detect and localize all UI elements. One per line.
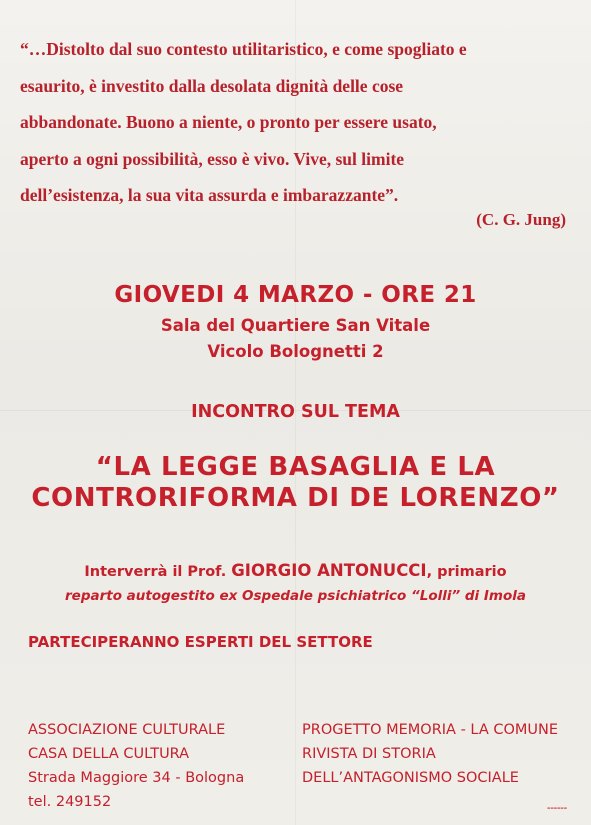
speaker-line bbox=[0, 561, 591, 580]
speaker-role: reparto autogestito ex Ospedale psichiatrico “Lolli” di Imola bbox=[65, 588, 526, 604]
organizer-right-line-1: PROGETTO MEMORIA - LA COMUNE bbox=[302, 722, 559, 738]
quote-line-4: aperto a ogni possibilità, esso è vivo. Vive, sul limite bbox=[20, 148, 405, 169]
quote-line-2: esaurito, è investito dalla desolata dignità delle cose bbox=[20, 75, 404, 96]
quote-line-3: abbandonate. Buono a niente, o pronto per essere usato, bbox=[20, 112, 437, 132]
quote-line-1: “…Distolto dal suo contesto utilitaristico, e come spogliato e bbox=[20, 39, 467, 59]
participants-note: PARTECIPERANNO ESPERTI DEL SETTORE bbox=[28, 633, 373, 651]
organizer-right-line-3: DELL’ANTAGONISMO SOCIALE bbox=[302, 770, 519, 786]
organizer-left-line-2: CASA DELLA CULTURA bbox=[28, 746, 190, 762]
organizer-left-line-1: ASSOCIAZIONE CULTURALE bbox=[28, 722, 226, 738]
theme-title-line-2: CONTRORIFORMA DI DE LORENZO” bbox=[31, 483, 560, 513]
organizer-left-address: Strada Maggiore 34 - Bologna bbox=[28, 770, 245, 786]
organizer-right bbox=[302, 718, 558, 790]
quote-block bbox=[20, 31, 570, 214]
speaker-name: GIORGIO ANTONUCCI bbox=[231, 561, 427, 580]
event-address: Vicolo Bolognetti 2 bbox=[207, 342, 384, 361]
organizer-right-line-2: RIVISTA DI STORIA bbox=[302, 746, 436, 762]
organizer-left-phone: tel. 249152 bbox=[28, 794, 112, 810]
event-date-time: GIOVEDI 4 MARZO - ORE 21 bbox=[114, 282, 477, 308]
quote-line-5: dell’esistenza, la sua vita assurda e imbarazzante”. bbox=[20, 185, 399, 205]
printer-mark: ▬▬▬▬▬▬ bbox=[547, 806, 567, 810]
organizer-left bbox=[28, 718, 244, 814]
event-venue: Sala del Quartiere San Vitale bbox=[160, 316, 431, 335]
speaker-suffix: , primario bbox=[426, 564, 507, 580]
theme-intro: INCONTRO SUL TEMA bbox=[191, 402, 400, 422]
theme-title-line-1: “LA LEGGE BASAGLIA E LA bbox=[95, 452, 496, 482]
quote-author: (C. G. Jung) bbox=[476, 210, 566, 229]
speaker-prefix: Interverrà il Prof. bbox=[84, 564, 227, 580]
